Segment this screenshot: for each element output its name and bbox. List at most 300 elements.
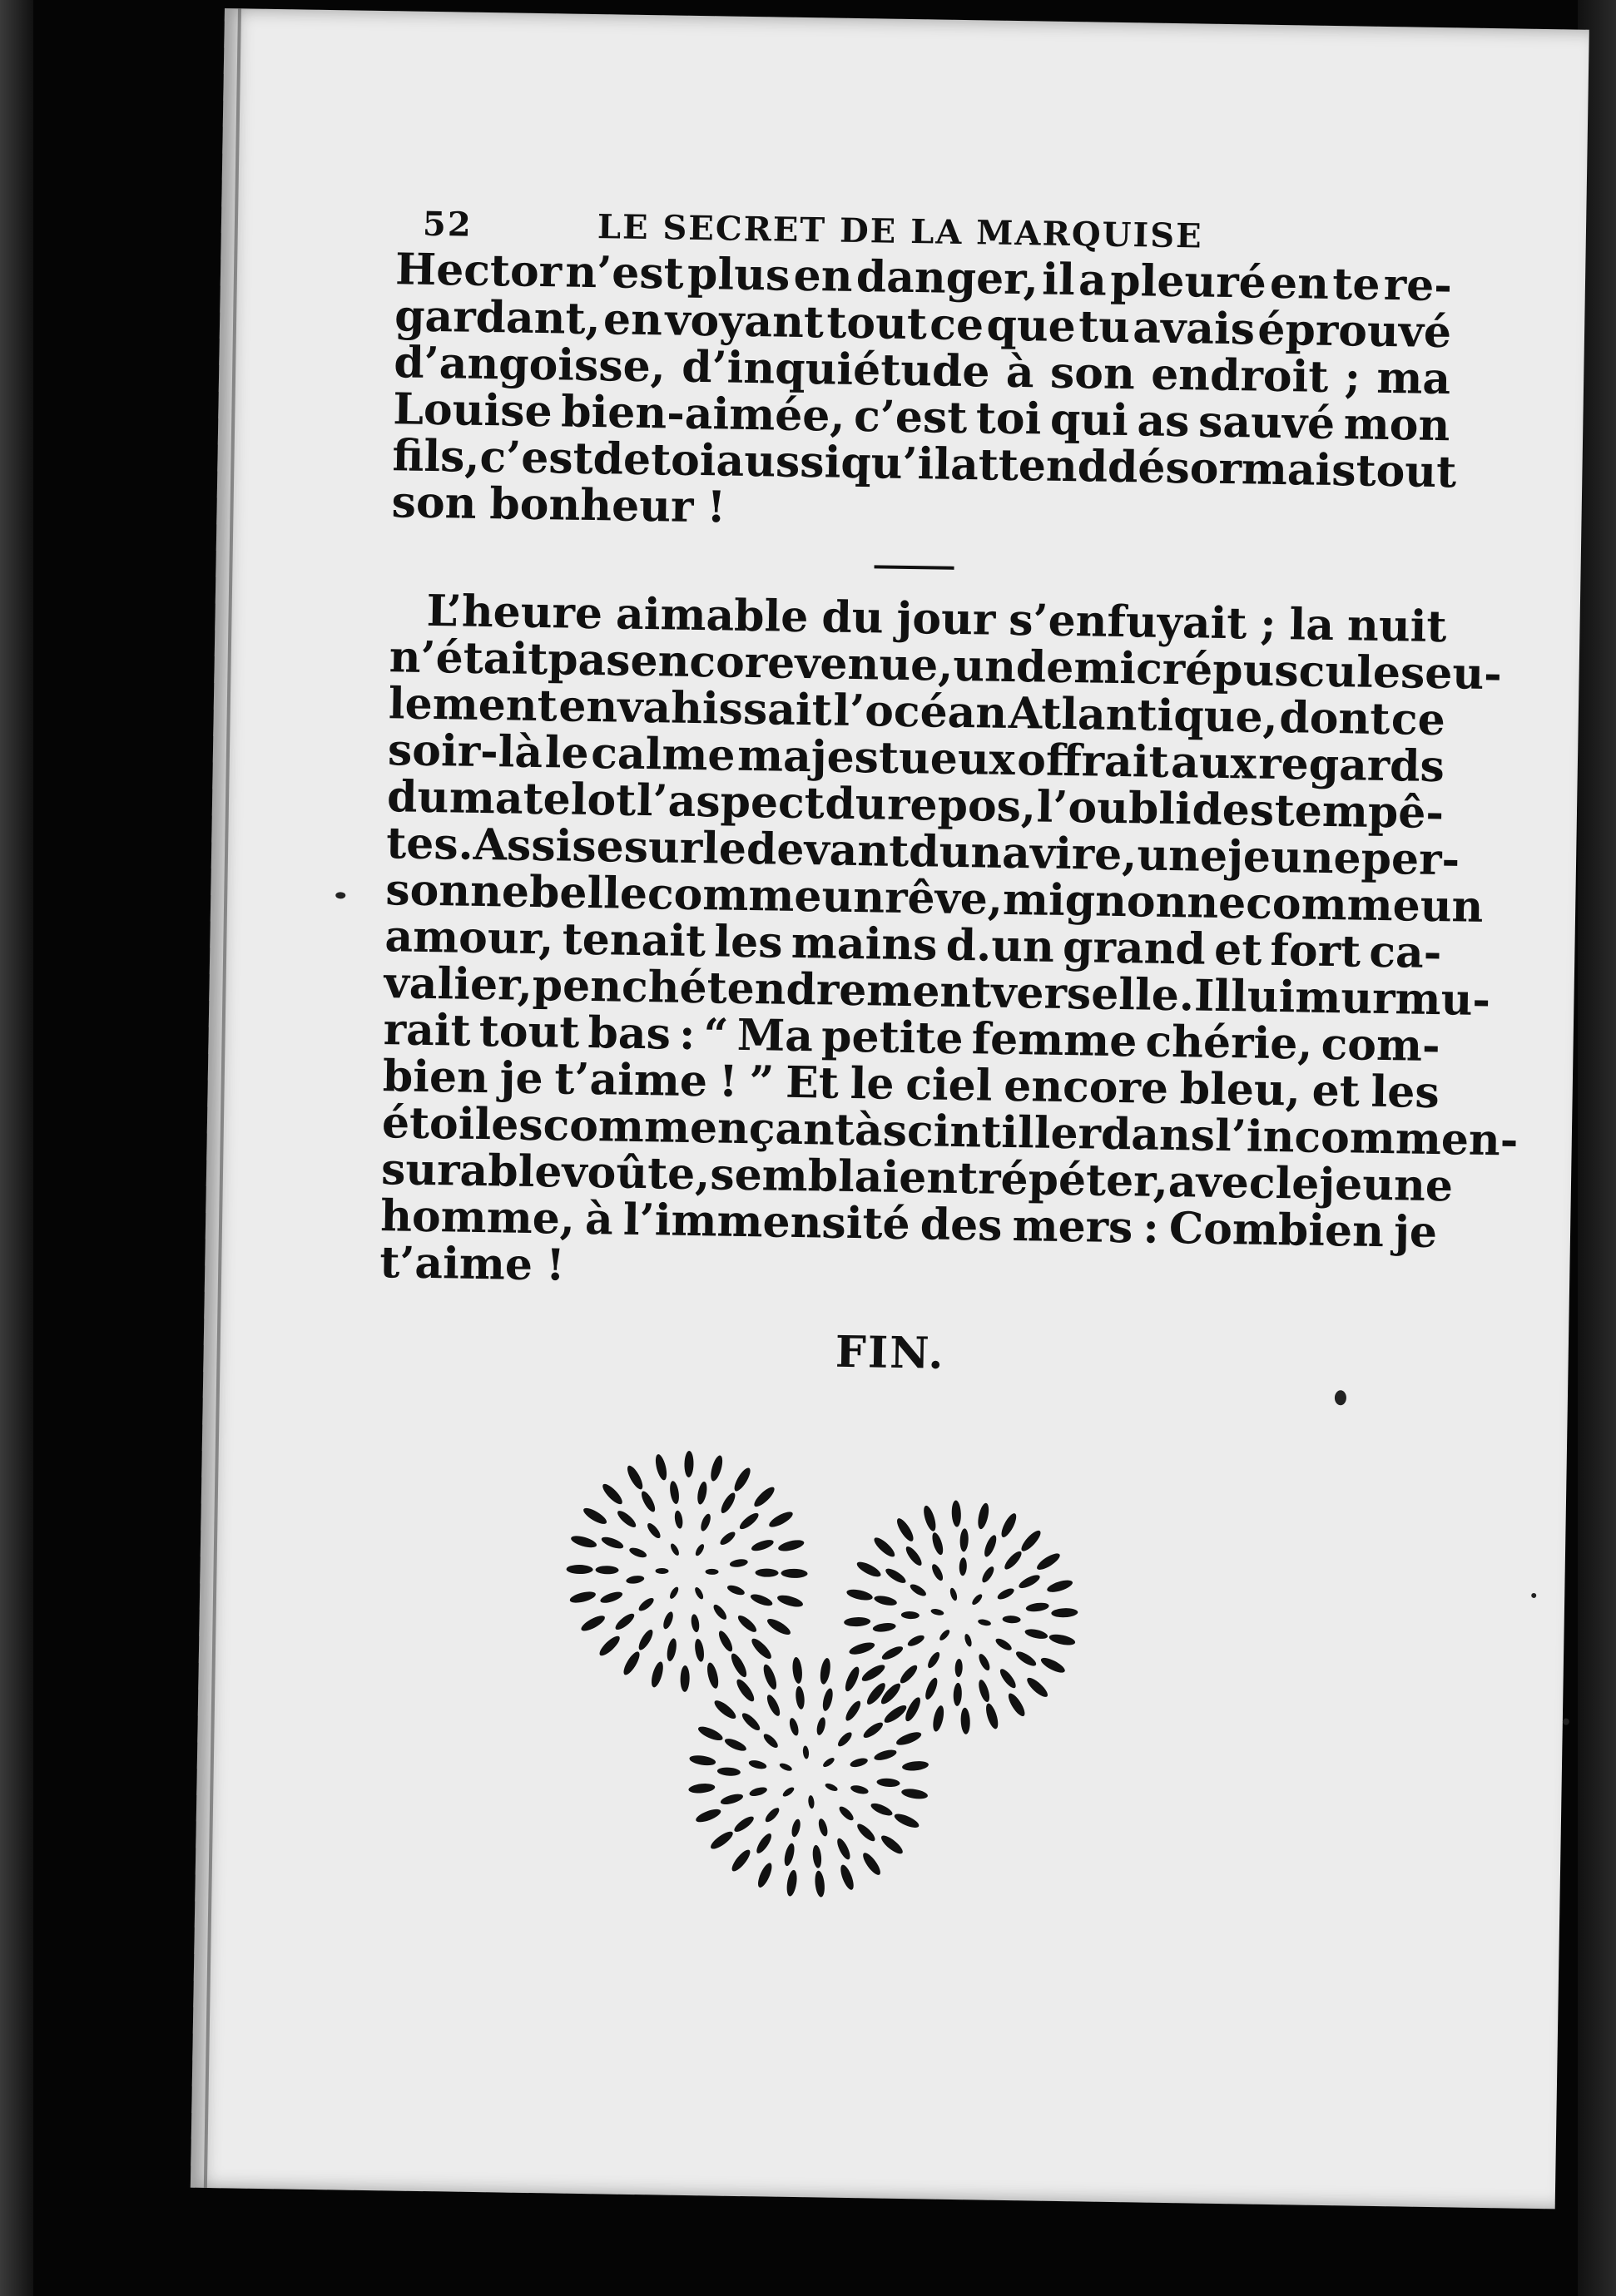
word: en xyxy=(602,294,663,346)
petal xyxy=(777,1538,806,1553)
petal xyxy=(776,1593,805,1609)
word: son xyxy=(391,477,477,529)
word: encore xyxy=(630,635,796,689)
petal xyxy=(729,1848,753,1874)
word: ” xyxy=(748,1056,775,1108)
word: n’était xyxy=(389,631,548,685)
word: Assise xyxy=(473,819,625,873)
word: c’est xyxy=(853,390,968,444)
petal xyxy=(716,1629,735,1653)
word: repos, xyxy=(886,779,1037,833)
word: Il xyxy=(1193,970,1232,1022)
word: belle xyxy=(528,866,648,920)
petal xyxy=(930,1531,945,1556)
petal xyxy=(626,1575,645,1585)
petal xyxy=(669,1542,681,1556)
word: avais xyxy=(1132,302,1256,355)
word: ; xyxy=(1344,352,1361,403)
petal xyxy=(720,1792,745,1806)
word: l’incommen- xyxy=(1214,1110,1519,1166)
petal xyxy=(781,1569,807,1579)
word: voyant xyxy=(664,294,825,349)
word: ! xyxy=(718,1056,739,1107)
petal xyxy=(860,1850,884,1877)
word: offrait xyxy=(1016,735,1169,788)
word: ce xyxy=(929,299,984,351)
petal xyxy=(694,1543,706,1557)
petal xyxy=(873,1594,898,1607)
petal xyxy=(748,1759,768,1770)
word: murmu- xyxy=(1294,972,1491,1027)
petal xyxy=(708,1828,735,1852)
word: de xyxy=(592,433,652,486)
word: valier, xyxy=(384,957,533,1011)
petal xyxy=(999,1512,1019,1539)
petal xyxy=(904,1544,924,1567)
word: d’angoisse, xyxy=(393,337,667,393)
word: fort xyxy=(1270,924,1361,977)
word: comme xyxy=(1245,878,1421,932)
petal xyxy=(850,1784,870,1795)
word: t’aime xyxy=(379,1237,533,1290)
word: rait xyxy=(383,1004,472,1056)
word: à xyxy=(1005,346,1035,398)
petal xyxy=(849,1756,869,1769)
word: endroit xyxy=(1150,349,1329,403)
word: du xyxy=(908,826,971,878)
petal xyxy=(977,1652,992,1672)
word: avec xyxy=(1167,1155,1276,1210)
petal xyxy=(901,1611,920,1620)
word: des xyxy=(1191,784,1275,836)
word: bleu, xyxy=(1179,1063,1301,1116)
petal xyxy=(925,1650,941,1670)
petal xyxy=(570,1534,598,1550)
page-number: 52 xyxy=(422,204,473,245)
word: tu xyxy=(1078,301,1131,354)
petal xyxy=(600,1482,625,1507)
word: les xyxy=(1371,1066,1440,1119)
petal xyxy=(895,1517,916,1544)
petal xyxy=(694,1807,722,1825)
petal xyxy=(637,1596,656,1613)
petal xyxy=(748,1785,768,1798)
petal xyxy=(1014,1649,1039,1668)
word: son xyxy=(1049,347,1136,400)
petal xyxy=(637,1628,656,1652)
word: aimable xyxy=(615,588,809,643)
word: bas xyxy=(587,1007,672,1060)
petal xyxy=(719,1491,738,1515)
petal xyxy=(639,1489,657,1513)
word: tendrement xyxy=(706,962,992,1018)
petal xyxy=(736,1613,759,1635)
word: Et xyxy=(785,1056,840,1109)
petal xyxy=(750,1537,775,1553)
petal xyxy=(824,1782,838,1793)
petal xyxy=(628,1546,648,1559)
petal xyxy=(732,1814,756,1834)
word: femme xyxy=(971,1013,1138,1067)
word: as xyxy=(1137,395,1190,448)
word: Combien xyxy=(1168,1203,1385,1258)
petal xyxy=(751,1484,777,1509)
petal xyxy=(668,1481,680,1505)
petal xyxy=(893,1811,921,1830)
word: tempê- xyxy=(1274,784,1445,839)
word: penché xyxy=(532,959,708,1014)
petal xyxy=(680,1665,690,1692)
word: fils, xyxy=(392,430,480,482)
petal xyxy=(613,1611,637,1632)
word: d’inquiétude xyxy=(681,341,990,398)
word: demi xyxy=(1015,641,1137,695)
word: toi xyxy=(650,434,717,487)
petal xyxy=(740,1710,762,1733)
word: chérie, xyxy=(1145,1016,1313,1070)
word: dont xyxy=(1278,692,1390,745)
word: tout xyxy=(478,1005,580,1058)
word: L’heure xyxy=(426,585,603,640)
petal xyxy=(821,1756,835,1769)
word: bien-aimée, xyxy=(560,386,845,442)
petal xyxy=(688,1783,716,1794)
petal xyxy=(693,1638,705,1662)
petal xyxy=(708,1454,724,1482)
petal xyxy=(615,1508,638,1530)
petal xyxy=(860,1662,887,1684)
word: jour xyxy=(896,592,996,646)
petal xyxy=(595,1566,618,1574)
petal xyxy=(855,1559,882,1580)
petal xyxy=(788,1717,801,1737)
word: que xyxy=(986,299,1077,353)
word: un xyxy=(952,640,1017,693)
petal xyxy=(808,1795,815,1809)
petal xyxy=(819,1657,832,1685)
petal xyxy=(998,1667,1019,1690)
word: un xyxy=(821,871,885,923)
word: Ma xyxy=(736,1009,814,1062)
petal xyxy=(960,1708,970,1734)
petal xyxy=(900,1787,928,1800)
word: amour, xyxy=(384,911,554,965)
petal xyxy=(814,1870,825,1898)
word: scintiller xyxy=(882,1105,1102,1160)
petal xyxy=(656,1568,669,1574)
word: un xyxy=(1420,880,1484,933)
petal xyxy=(949,1587,959,1601)
petal xyxy=(970,1592,984,1606)
word: étoiles xyxy=(381,1097,544,1151)
word: le xyxy=(1275,1158,1320,1210)
ink-speck xyxy=(1531,1593,1536,1598)
word: commençant xyxy=(543,1100,855,1156)
petal xyxy=(781,1785,796,1798)
petal xyxy=(929,1562,944,1582)
petal xyxy=(879,1833,905,1857)
word: rêve, xyxy=(884,872,1004,925)
petal xyxy=(930,1608,944,1616)
word: mon xyxy=(1343,398,1450,452)
petal xyxy=(673,1510,683,1529)
petal xyxy=(767,1509,795,1530)
petal xyxy=(921,1504,938,1532)
petal xyxy=(795,1685,806,1710)
petal xyxy=(996,1586,1016,1601)
word: le xyxy=(701,823,747,874)
petal xyxy=(802,1745,810,1759)
word: attend xyxy=(949,438,1108,492)
word: petite xyxy=(820,1011,964,1065)
chrysanthemum-flower-icon xyxy=(564,1449,810,1695)
word: c’est xyxy=(479,431,594,485)
petal xyxy=(782,1843,796,1868)
word: vers xyxy=(990,967,1092,1020)
petal xyxy=(1039,1655,1067,1676)
petal xyxy=(902,1760,929,1772)
petal xyxy=(976,1502,991,1531)
petal xyxy=(734,1677,757,1704)
word: Hector xyxy=(394,244,563,298)
chrysanthemum-ornament-icon xyxy=(544,1444,1118,1919)
petal xyxy=(984,1702,1000,1730)
petal xyxy=(951,1500,961,1527)
word: désormais xyxy=(1107,441,1357,497)
petal xyxy=(817,1818,830,1838)
petal xyxy=(765,1616,792,1638)
petal xyxy=(861,1720,885,1741)
word: nuit xyxy=(1346,600,1447,653)
word: les xyxy=(713,916,784,968)
petal xyxy=(662,1611,675,1630)
petal xyxy=(765,1693,782,1718)
petal xyxy=(909,1582,928,1598)
petal xyxy=(954,1659,963,1677)
word: voûte, xyxy=(561,1146,711,1200)
petal xyxy=(731,1466,753,1493)
petal xyxy=(786,1869,799,1897)
word: en xyxy=(793,250,854,302)
word: homme, xyxy=(379,1190,576,1244)
word: navire, xyxy=(969,827,1138,881)
word: jeune xyxy=(1318,1158,1454,1212)
word: sur xyxy=(623,821,703,874)
petal xyxy=(1024,1675,1050,1700)
word: l’océan xyxy=(832,685,1008,739)
petal xyxy=(838,1863,856,1892)
petal xyxy=(870,1801,895,1818)
word: aussi xyxy=(716,435,841,488)
word: te xyxy=(1331,258,1381,310)
word: et xyxy=(1311,1065,1361,1117)
word: : xyxy=(1143,1202,1160,1254)
petal xyxy=(843,1665,862,1694)
petal xyxy=(837,1804,855,1823)
petal xyxy=(723,1736,748,1753)
word: mains xyxy=(791,917,938,971)
word: à xyxy=(854,1105,884,1156)
petal xyxy=(625,1463,646,1491)
petal xyxy=(811,1844,822,1868)
petal xyxy=(1019,1528,1043,1554)
word: toi xyxy=(975,393,1042,445)
petal xyxy=(1048,1632,1077,1647)
petal xyxy=(821,1687,835,1712)
word: Atlantique, xyxy=(1008,687,1279,743)
petal xyxy=(906,1633,926,1648)
word: et xyxy=(1213,923,1262,976)
petal xyxy=(848,1640,876,1657)
petal xyxy=(729,1558,748,1568)
word: ca- xyxy=(1368,926,1442,979)
petal xyxy=(959,1528,969,1551)
petal xyxy=(791,1818,802,1838)
petal xyxy=(994,1636,1013,1652)
petal xyxy=(872,1622,896,1634)
petal xyxy=(684,1451,694,1477)
word: majestueux xyxy=(736,730,1016,786)
paragraph-2 xyxy=(379,585,1519,1303)
word: une xyxy=(1136,829,1228,883)
word: répéter, xyxy=(977,1153,1169,1207)
petal xyxy=(843,1699,863,1723)
petal xyxy=(982,1534,999,1559)
word: tout xyxy=(1356,445,1457,498)
word: la xyxy=(1289,599,1335,651)
petal xyxy=(737,1511,761,1531)
word: ma xyxy=(1376,352,1451,405)
word: en xyxy=(1269,257,1330,309)
petal xyxy=(1034,1551,1062,1572)
petal xyxy=(1002,1616,1020,1624)
word: s’enfuyait xyxy=(1008,594,1247,650)
word: n’est xyxy=(564,246,685,299)
word: envahissait xyxy=(558,680,833,736)
petal xyxy=(882,1703,909,1726)
petal xyxy=(1017,1572,1041,1591)
petal xyxy=(693,1586,705,1600)
petal xyxy=(599,1590,624,1606)
petal xyxy=(755,1568,778,1576)
word: du xyxy=(820,591,885,644)
word: a xyxy=(1078,255,1108,306)
word: Louise xyxy=(392,383,553,438)
word: danger, xyxy=(855,250,1039,305)
word: crépuscule xyxy=(1135,643,1401,699)
word: : xyxy=(678,1008,696,1061)
word: aux xyxy=(1170,736,1257,789)
word: ; xyxy=(1259,598,1277,650)
petal xyxy=(666,1637,678,1661)
petal xyxy=(653,1453,668,1482)
petal xyxy=(1024,1627,1049,1640)
petal xyxy=(1051,1607,1078,1617)
word: mignonne xyxy=(1002,873,1247,929)
petal xyxy=(749,1636,774,1662)
petal xyxy=(1025,1601,1049,1613)
word: venue, xyxy=(794,637,954,691)
word: encore xyxy=(1003,1060,1169,1114)
petal xyxy=(880,1644,905,1662)
word: le xyxy=(544,727,590,779)
petal xyxy=(977,1679,992,1704)
petal xyxy=(696,1724,725,1743)
petal xyxy=(649,1660,665,1689)
petal xyxy=(871,1535,897,1560)
book-page xyxy=(191,8,1589,2209)
word: pleuré xyxy=(1109,255,1267,309)
word: tenait xyxy=(562,913,706,967)
word: l’immensité xyxy=(622,1194,911,1250)
petal xyxy=(873,1748,898,1762)
petal xyxy=(953,1683,962,1706)
word: il xyxy=(1041,254,1076,306)
word: qu’il xyxy=(840,437,951,490)
word: je xyxy=(499,1052,544,1105)
petal xyxy=(763,1806,781,1824)
word: lement xyxy=(388,678,558,732)
section-separator xyxy=(875,565,954,570)
word: devant xyxy=(746,823,910,878)
word: ciel xyxy=(905,1059,993,1111)
petal xyxy=(699,1512,712,1532)
word: du xyxy=(824,778,887,830)
word: semblaient xyxy=(709,1149,979,1205)
paragraph-1 xyxy=(391,244,1457,542)
word: du xyxy=(386,771,449,824)
petal xyxy=(597,1633,622,1658)
word: re- xyxy=(1383,259,1453,312)
petal xyxy=(600,1535,625,1551)
petal xyxy=(876,1778,900,1788)
petal xyxy=(749,1592,774,1608)
petal xyxy=(566,1565,592,1575)
word: regards xyxy=(1257,738,1445,793)
petal xyxy=(884,1566,908,1586)
petal xyxy=(754,1832,774,1856)
running-title: LE SECRET DE LA MARQUISE xyxy=(597,207,1203,256)
petal xyxy=(779,1762,793,1773)
word: à xyxy=(584,1193,614,1245)
word: matelot xyxy=(449,772,637,826)
petal xyxy=(791,1656,803,1684)
petal xyxy=(898,1663,920,1685)
word: je xyxy=(1393,1206,1438,1259)
word: tes. xyxy=(385,818,474,870)
petal xyxy=(923,1676,939,1701)
petal xyxy=(645,1522,662,1541)
petal xyxy=(711,1603,729,1622)
petal xyxy=(938,1628,951,1642)
petal xyxy=(705,1661,720,1690)
petal xyxy=(761,1732,780,1750)
petal xyxy=(1005,1691,1027,1719)
word: qui xyxy=(1049,393,1129,447)
petal xyxy=(690,1614,700,1633)
word: ! xyxy=(706,482,726,533)
petal xyxy=(728,1651,749,1679)
ink-speck xyxy=(335,892,345,898)
word: ce xyxy=(1390,694,1446,746)
word: jeune xyxy=(1227,831,1362,884)
petal xyxy=(959,1557,967,1576)
word: le xyxy=(850,1057,895,1110)
word: dans xyxy=(1100,1108,1216,1161)
petal xyxy=(845,1587,874,1602)
petal xyxy=(726,1583,746,1596)
petal xyxy=(621,1650,642,1677)
